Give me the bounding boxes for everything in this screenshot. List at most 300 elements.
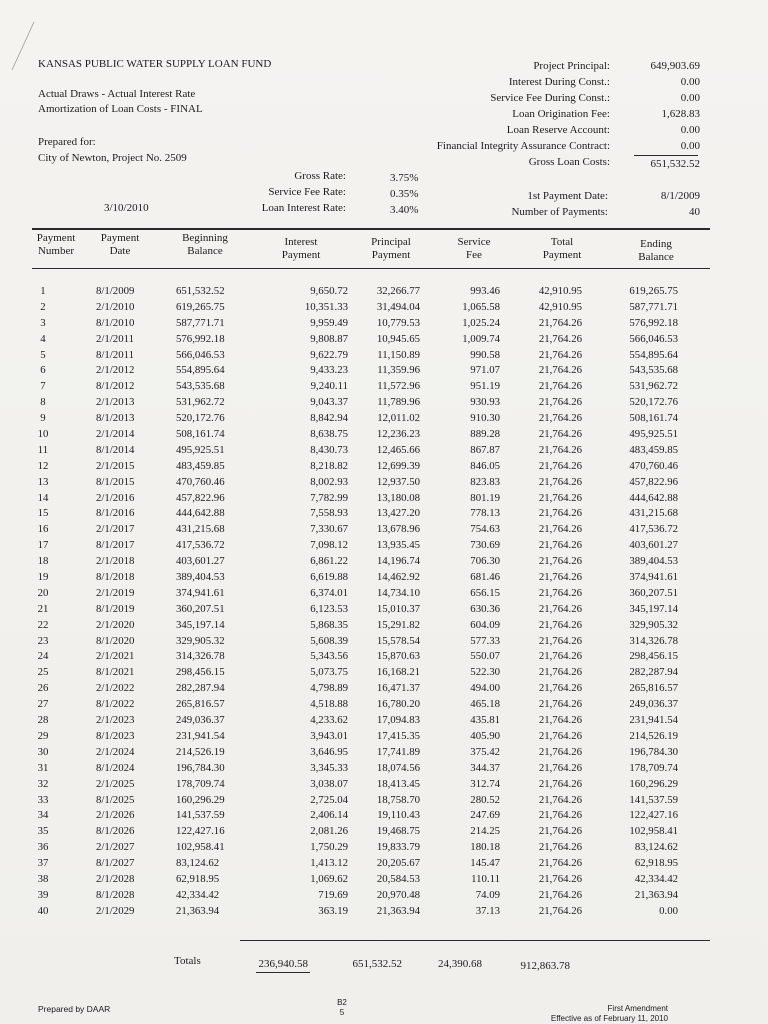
table-row [0,395,768,411]
payment-date-cell: 2/1/2022 [96,682,135,695]
num-payments-label: Number of Payments: [511,206,608,218]
ending-balance-cell: 619,265.75 [629,285,678,297]
payment-number-cell: 11 [37,443,49,456]
payment-date-cell: 2/1/2015 [96,459,135,472]
total-payment-cell: 21,764.26 [538,443,582,456]
beginning-balance-cell: 345,197.14 [176,618,225,631]
service-fee-cell: 1,065.58 [462,300,500,313]
cost-underline [634,155,698,156]
total-payment-cell: 42,910.95 [538,285,582,297]
header-ending-balance [616,238,696,264]
payment-date-cell: 2/1/2012 [96,364,135,377]
beginning-balance-cell: 265,816.57 [176,698,225,711]
payment-date-cell: 8/1/2021 [96,666,135,679]
payment-number-cell: 32 [37,777,49,790]
service-fee-cell: 681.46 [470,571,500,584]
service-fee-cell: 823.83 [470,475,500,488]
ending-balance-cell: 457,822.96 [629,475,678,488]
total-payment-cell: 21,764.26 [538,809,582,822]
principal-payment-cell: 13,180.08 [376,491,420,504]
header-text: Beginning [182,232,228,244]
service-fee-cell: 801.19 [470,491,500,504]
beginning-balance-cell: 508,161.74 [176,428,225,441]
interest-payment-cell: 8,218.82 [310,459,348,472]
beginning-balance-cell: 298,456.15 [176,666,225,679]
interest-payment-cell: 2,725.04 [310,793,348,806]
payment-number-cell: 25 [37,666,49,679]
header-text: Fee [466,249,482,261]
interest-payment-cell: 2,406.14 [310,809,348,822]
table-row [0,681,768,697]
table-top-rule [32,228,710,230]
payment-number-cell: 31 [37,761,49,774]
principal-payment-cell: 17,094.83 [376,714,420,727]
interest-payment-cell: 5,608.39 [310,634,348,647]
service-fee-cell: 846.05 [470,459,500,472]
table-row [0,363,768,379]
ending-balance-cell: 470,760.46 [629,459,678,472]
interest-payment-cell: 9,433.23 [310,364,348,377]
cost-value: 0.00 [680,76,700,88]
ending-balance-cell: 543,535.68 [629,364,678,377]
interest-payment-cell: 9,043.37 [310,396,348,409]
table-row [0,554,768,570]
ending-balance-cell: 178,709.74 [629,761,678,774]
table-header-rule [32,268,710,269]
interest-payment-cell: 10,351.33 [304,300,348,313]
principal-payment-cell: 11,789.96 [377,396,420,409]
principal-payment-cell: 31,494.04 [376,300,420,313]
ending-balance-cell: 495,925.51 [629,428,678,441]
payment-number-cell: 21 [37,602,49,615]
table-row [0,888,768,904]
beginning-balance-cell: 314,326.78 [176,650,225,663]
payment-date-cell: 8/1/2017 [96,539,135,552]
header-service-fee [444,236,504,262]
payment-date-cell: 8/1/2027 [96,857,135,870]
payment-number-cell: 33 [37,793,49,806]
payment-date-cell: 2/1/2017 [96,523,135,536]
payment-date-cell: 8/1/2009 [96,285,135,297]
ending-balance-cell: 21,363.94 [634,888,678,901]
ending-balance-cell: 214,526.19 [629,729,678,742]
total-payment-cell: 21,764.26 [538,714,582,727]
payment-date-cell: 8/1/2026 [96,825,135,838]
principal-payment-cell: 19,110.43 [377,809,420,822]
payment-date-cell: 2/1/2018 [96,555,135,568]
service-fee-cell: 867.87 [470,443,500,456]
principal-payment-cell: 21,363.94 [376,904,420,917]
ending-balance-cell: 444,642.88 [629,491,678,504]
ending-balance-cell: 282,287.94 [629,666,678,679]
total-payment-cell: 21,764.26 [538,634,582,647]
table-row [0,586,768,602]
beginning-balance-cell: 483,459.85 [176,459,225,472]
payment-date-cell: 2/1/2014 [96,428,135,441]
payment-number-cell: 15 [37,507,49,520]
beginning-balance-cell: 102,958.41 [176,841,225,854]
payment-date-cell: 8/1/2015 [96,475,135,488]
total-payment-cell: 21,764.26 [538,571,582,584]
ending-balance-cell: 122,427.16 [629,809,678,822]
totals-label: Totals [174,955,201,967]
total-payment-cell: 21,764.26 [538,682,582,695]
cost-total-value: 651,532.52 [650,158,700,170]
beginning-balance-cell: 360,207.51 [176,602,225,615]
total-payment-cell: 21,764.26 [538,793,582,806]
payment-number-cell: 14 [37,491,49,504]
interest-payment-cell: 6,123.53 [310,602,348,615]
beginning-balance-cell: 495,925.51 [176,443,225,456]
principal-payment-cell: 12,465.66 [376,443,420,456]
principal-payment-cell: 20,970.48 [376,888,420,901]
principal-payment-cell: 20,205.67 [376,857,420,870]
beginning-balance-cell: 403,601.27 [176,555,225,568]
table-row [0,443,768,459]
service-fee-cell: 550.07 [470,650,500,663]
payment-date-cell: 2/1/2027 [96,841,135,854]
total-payment-cell: 21,764.26 [538,888,582,901]
interest-payment-cell: 7,782.99 [310,491,348,504]
total-payment-cell: 21,764.26 [538,872,582,885]
table-row [0,697,768,713]
beginning-balance-cell: 444,642.88 [176,507,225,520]
service-fee-cell: 465.18 [470,698,500,711]
interest-payment-cell: 1,413.12 [310,857,348,870]
service-fee-cell: 37.13 [475,904,500,917]
total-payment-cell: 21,764.26 [538,332,582,345]
total-payment-cell: 21,764.26 [538,761,582,774]
service-fee-cell: 930.93 [470,396,500,409]
page-code: B2 [337,998,347,1007]
ending-balance-cell: 360,207.51 [629,586,678,599]
payment-number-cell: 1 [40,285,46,297]
table-row [0,332,768,348]
ending-balance-cell: 566,046.53 [629,332,678,345]
table-row [0,348,768,364]
payment-number-cell: 6 [40,364,46,377]
principal-payment-cell: 15,578.54 [376,634,420,647]
table-row [0,411,768,427]
table-row [0,745,768,761]
interest-payment-cell: 363.19 [318,904,348,917]
total-payment-cell: 21,764.26 [538,857,582,870]
beginning-balance-cell: 431,215.68 [176,523,225,536]
table-row [0,634,768,650]
interest-payment-cell: 5,073.75 [310,666,348,679]
interest-payment-cell: 2,081.26 [310,825,348,838]
total-payment-cell: 21,764.26 [538,396,582,409]
beginning-balance-cell: 576,992.18 [176,332,225,345]
beginning-balance-cell: 160,296.29 [176,793,225,806]
beginning-balance-cell: 520,172.76 [176,412,225,425]
principal-payment-cell: 16,168.21 [376,666,420,679]
service-fee-cell: 435.81 [470,714,500,727]
table-row [0,459,768,475]
principal-payment-cell: 19,468.75 [376,825,420,838]
interest-payment-cell: 9,240.11 [310,380,348,393]
beginning-balance-cell: 470,760.46 [176,475,225,488]
payment-number-cell: 36 [37,841,49,854]
cost-value: 1,628.83 [661,108,700,120]
principal-payment-cell: 18,413.45 [376,777,420,790]
payment-date-cell: 8/1/2023 [96,729,135,742]
payment-number-cell: 28 [37,714,49,727]
service-fee-cell: 990.58 [470,348,500,361]
ending-balance-cell: 554,895.64 [629,348,678,361]
table-row [0,522,768,538]
header-principal-payment [356,236,426,262]
table-row [0,300,768,316]
principal-payment-cell: 12,011.02 [377,412,420,425]
payment-date-cell: 2/1/2021 [96,650,135,663]
service-fee-cell: 656.15 [470,586,500,599]
payment-number-cell: 5 [40,348,46,361]
interest-payment-cell: 9,808.87 [310,332,348,345]
payment-date-cell: 8/1/2018 [96,571,135,584]
total-payment-cell: 21,764.26 [538,618,582,631]
beginning-balance-cell: 389,404.53 [176,571,225,584]
interest-payment-cell: 1,069.62 [310,872,348,885]
service-fee-cell: 344.37 [470,761,500,774]
payment-date-cell: 2/1/2020 [96,618,135,631]
total-payment-cell: 21,764.26 [538,666,582,679]
principal-payment-cell: 17,415.35 [376,729,420,742]
header-text: Payment [36,232,76,244]
header-text: Service [457,236,491,248]
principal-payment-cell: 18,758.70 [376,793,420,806]
header-payment-number [28,232,84,258]
table-row [0,602,768,618]
payment-date-cell: 2/1/2016 [96,491,135,504]
service-fee-cell: 247.69 [470,809,500,822]
interest-payment-cell: 9,622.79 [310,348,348,361]
table-row [0,904,768,920]
header-payment-date [90,232,150,258]
first-payment-value: 8/1/2009 [660,190,700,202]
total-payment-cell: 21,764.26 [538,777,582,790]
beginning-balance-cell: 554,895.64 [176,364,225,377]
ending-balance-cell: 329,905.32 [629,618,678,631]
service-fee-cell: 214.25 [470,825,500,838]
ending-balance-cell: 62,918.95 [634,857,678,870]
interest-payment-cell: 4,798.89 [310,682,348,695]
payment-number-cell: 10 [37,428,49,441]
header-text: Balance [638,251,674,263]
principal-payment-cell: 12,699.39 [376,459,420,472]
ending-balance-cell: 531,962.72 [629,380,678,393]
interest-payment-cell: 8,842.94 [310,412,348,425]
service-fee-cell: 522.30 [470,666,500,679]
payment-date-cell: 8/1/2016 [96,507,135,520]
principal-payment-cell: 10,779.53 [376,316,420,329]
service-fee-cell: 145.47 [470,857,500,870]
principal-payment-cell: 14,734.10 [376,586,420,599]
beginning-balance-cell: 374,941.61 [176,586,225,599]
payment-date-cell: 8/1/2019 [96,602,135,615]
payment-number-cell: 8 [40,396,46,409]
header-total-payment [522,236,602,262]
header-text: Payment [281,249,321,261]
payment-number-cell: 9 [40,412,46,425]
interest-payment-cell: 5,868.35 [310,618,348,631]
interest-payment-cell: 8,638.75 [310,428,348,441]
beginning-balance-cell: 214,526.19 [176,745,225,758]
interest-payment-cell: 3,646.95 [310,745,348,758]
prepared-for-value: City of Newton, Project No. 2509 [38,152,187,164]
total-payment-cell: 21,764.26 [538,586,582,599]
payment-date-cell: 8/1/2028 [96,888,135,901]
payment-date-cell: 2/1/2023 [96,714,135,727]
effective-date: Effective as of February 11, 2010 [550,1014,668,1023]
principal-payment-cell: 15,291.82 [376,618,420,631]
beginning-balance-cell: 531,962.72 [176,396,225,409]
principal-payment-cell: 13,678.96 [376,523,420,536]
payment-date-cell: 8/1/2022 [96,698,135,711]
ending-balance-cell: 0.00 [659,904,678,917]
ending-balance-cell: 508,161.74 [629,412,678,425]
total-payment-cell: 21,764.26 [538,428,582,441]
ending-balance-cell: 298,456.15 [629,650,678,663]
interest-payment-cell: 9,959.49 [310,316,348,329]
total-payment-cell: 21,764.26 [538,348,582,361]
total-payment-cell: 21,764.26 [538,507,582,520]
beginning-balance-cell: 62,918.95 [176,872,220,885]
beginning-balance-cell: 282,287.94 [176,682,225,695]
interest-payment-cell: 8,430.73 [310,443,348,456]
service-fee-cell: 180.18 [470,841,500,854]
table-row [0,777,768,793]
principal-payment-cell: 17,741.89 [376,745,420,758]
payment-number-cell: 40 [37,904,49,917]
rate-label: Gross Rate: [294,170,346,182]
interest-payment-cell: 9,650.72 [310,285,348,297]
table-row [0,316,768,332]
totals-total: 912,863.78 [520,960,570,972]
amendment-label: First Amendment [607,1004,668,1013]
page-number: 5 [339,1008,345,1017]
org-title: KANSAS PUBLIC WATER SUPPLY LOAN FUND [38,58,272,70]
interest-payment-cell: 5,343.56 [310,650,348,663]
service-fee-cell: 577.33 [470,634,500,647]
service-fee-cell: 405.90 [470,729,500,742]
ending-balance-cell: 403,601.27 [629,539,678,552]
rate-label: Loan Interest Rate: [261,202,346,214]
report-date: 3/10/2010 [104,202,149,214]
beginning-balance-cell: 249,036.37 [176,714,225,727]
total-payment-cell: 21,764.26 [538,459,582,472]
cost-label: Interest During Const.: [508,76,610,88]
total-payment-cell: 21,764.26 [538,491,582,504]
table-row [0,570,768,586]
service-fee-cell: 993.46 [470,285,500,297]
principal-payment-cell: 32,266.77 [376,285,420,297]
service-fee-cell: 604.09 [470,618,500,631]
principal-payment-cell: 14,196.74 [376,555,420,568]
service-fee-cell: 312.74 [470,777,500,790]
ending-balance-cell: 417,536.72 [629,523,678,536]
payment-date-cell: 2/1/2029 [96,904,135,917]
interest-payment-cell: 7,330.67 [310,523,348,536]
payment-date-cell: 2/1/2019 [96,586,135,599]
total-payment-cell: 21,764.26 [538,904,582,917]
total-payment-cell: 21,764.26 [538,475,582,488]
payment-date-cell: 8/1/2020 [96,634,135,647]
interest-payment-cell: 6,861.22 [310,555,348,568]
cost-value: 0.00 [680,124,700,136]
interest-payment-cell: 4,233.62 [310,714,348,727]
payment-date-cell: 2/1/2025 [96,777,135,790]
header-text: Ending [640,238,672,250]
subtitle-draws: Actual Draws - Actual Interest Rate [38,88,196,100]
principal-payment-cell: 12,236.23 [376,428,420,441]
beginning-balance-cell: 122,427.16 [176,825,225,838]
payment-number-cell: 38 [37,872,49,885]
beginning-balance-cell: 329,905.32 [176,634,225,647]
header-text: Principal [371,236,411,248]
total-payment-cell: 21,764.26 [538,650,582,663]
payment-date-cell: 8/1/2024 [96,761,135,774]
principal-payment-cell: 13,935.45 [376,539,420,552]
cost-label: Financial Integrity Assurance Contract: [436,140,610,152]
header-interest-payment [266,236,336,262]
amortization-table-body [0,284,768,920]
payment-number-cell: 39 [37,888,49,901]
interest-payment-cell: 6,374.01 [310,586,348,599]
total-payment-cell: 21,764.26 [538,523,582,536]
beginning-balance-cell: 566,046.53 [176,348,225,361]
interest-payment-cell: 3,345.33 [310,761,348,774]
interest-payment-cell: 6,619.88 [310,571,348,584]
payment-number-cell: 20 [37,586,49,599]
service-fee-cell: 706.30 [470,555,500,568]
header-beginning-balance [170,232,240,258]
total-payment-cell: 21,764.26 [538,729,582,742]
payment-number-cell: 4 [40,332,46,345]
principal-payment-cell: 15,870.63 [376,650,420,663]
beginning-balance-cell: 141,537.59 [176,809,225,822]
total-payment-cell: 21,764.26 [538,698,582,711]
interest-payment-cell: 3,943.01 [310,729,348,742]
service-fee-cell: 778.13 [470,507,500,520]
principal-payment-cell: 16,780.20 [376,698,420,711]
ending-balance-cell: 374,941.61 [629,571,678,584]
rate-value: 0.35% [390,188,419,200]
principal-payment-cell: 14,462.92 [376,571,420,584]
payment-number-cell: 26 [37,682,49,695]
beginning-balance-cell: 42,334.42 [176,888,220,901]
table-row [0,649,768,665]
table-row [0,824,768,840]
payment-number-cell: 24 [37,650,49,663]
cost-label: Service Fee During Const.: [490,92,610,104]
table-row [0,475,768,491]
payment-date-cell: 8/1/2014 [96,443,135,456]
subtitle-amortization: Amortization of Loan Costs - FINAL [38,103,203,115]
principal-payment-cell: 11,150.89 [377,348,420,361]
service-fee-cell: 971.07 [470,364,500,377]
totals-service: 24,390.68 [438,958,482,970]
payment-number-cell: 37 [37,857,49,870]
interest-payment-cell: 7,558.93 [310,507,348,520]
prepared-for-label: Prepared for: [38,136,96,148]
ending-balance-cell: 576,992.18 [629,316,678,329]
cost-label: Loan Reserve Account: [506,124,610,136]
ending-balance-cell: 520,172.76 [629,396,678,409]
ending-balance-cell: 231,941.54 [629,714,678,727]
payment-number-cell: 2 [40,300,46,313]
total-payment-cell: 21,764.26 [538,364,582,377]
